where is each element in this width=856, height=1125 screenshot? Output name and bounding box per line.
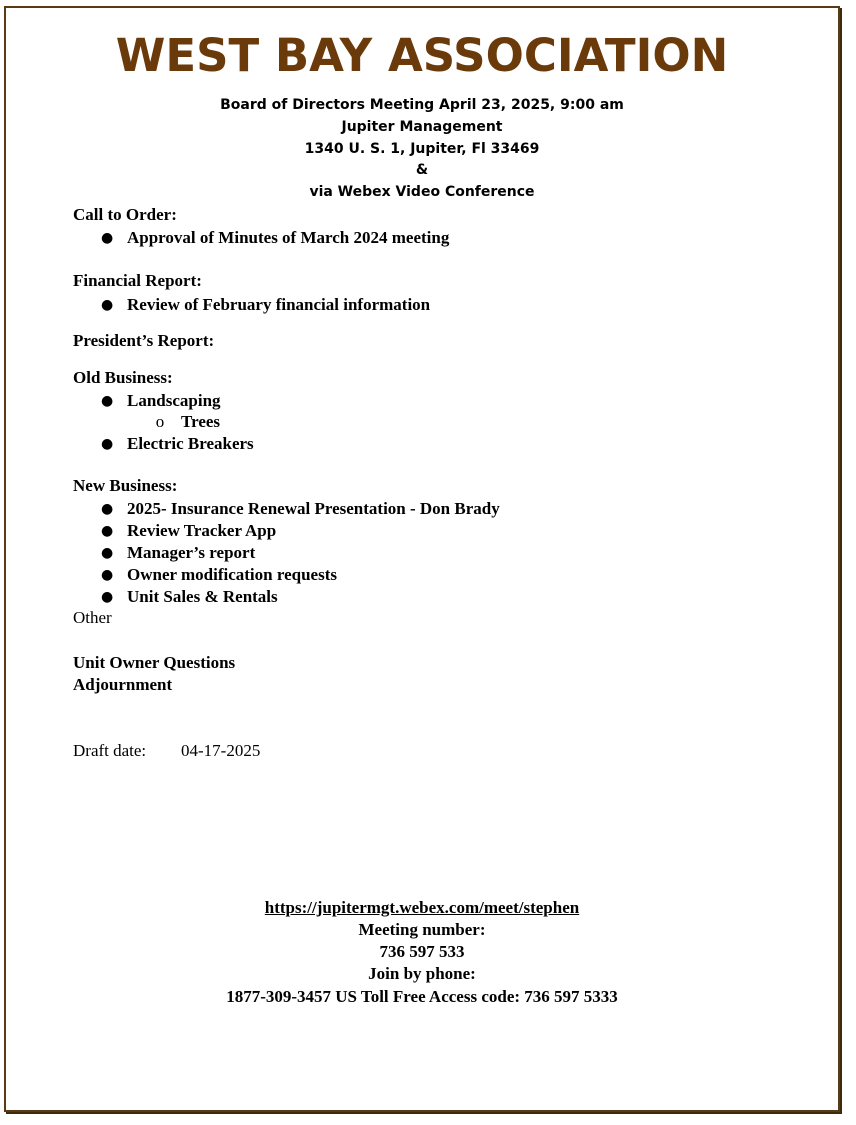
list-item: Approval of Minutes of March 2024 meeting [127,228,450,247]
other-heading: Other [73,608,112,627]
association-title: WEST BAY ASSOCIATION [115,29,729,82]
draft-date-value: 04-17-2025 [181,741,261,760]
bullet-icon: ● [101,523,114,539]
list-item: Owner modification requests [127,565,337,584]
location-name: Jupiter Management [341,119,503,135]
bullet-icon: ● [101,297,114,313]
adjournment: Adjournment [73,675,173,694]
new-business-heading: New Business: [73,476,178,495]
bullet-icon: ● [101,545,114,561]
bullet-icon: ● [101,589,114,605]
bullet-icon: ● [101,436,114,452]
bullet-icon: ● [101,567,114,583]
webex-link-row [6,898,838,918]
unit-owner-questions: Unit Owner Questions [73,653,236,672]
list-item: Unit Sales & Rentals [127,587,278,606]
list-item: Electric Breakers [127,434,254,453]
document-page [4,6,840,1112]
bullet-icon: ● [101,501,114,517]
list-item: Review of February financial information [127,295,431,314]
list-item: 2025- Insurance Renewal Presentation - Don Brady [127,499,500,518]
meeting-line: Board of Directors Meeting April 23, 2025, 9:00 am [220,97,624,113]
join-by-phone-label: Join by phone: [368,964,476,983]
list-subitem: Trees [181,412,221,431]
video-conference-line: via Webex Video Conference [309,184,535,200]
circle-bullet-icon: o [155,412,165,431]
bullet-icon: ● [101,230,114,246]
meeting-number: 736 597 533 [379,942,465,961]
financial-report-heading: Financial Report: [73,271,202,290]
presidents-report-heading: President’s Report: [73,331,215,350]
meeting-number-label: Meeting number: [358,920,486,939]
location-address: 1340 U. S. 1, Jupiter, Fl 33469 [304,141,540,157]
webex-link[interactable]: https://jupitermgt.webex.com/meet/stephen [264,898,580,917]
draft-date-label: Draft date: [73,741,147,760]
list-item: Landscaping [127,391,221,410]
call-to-order-heading: Call to Order: [73,205,177,224]
list-item: Manager’s report [127,543,256,562]
old-business-heading: Old Business: [73,368,173,387]
bullet-icon: ● [101,393,114,409]
ampersand: & [415,162,429,178]
phone-access-line: 1877-309-3457 US Toll Free Access code: 736 597 5333 [226,987,618,1006]
list-item: Review Tracker App [127,521,277,540]
